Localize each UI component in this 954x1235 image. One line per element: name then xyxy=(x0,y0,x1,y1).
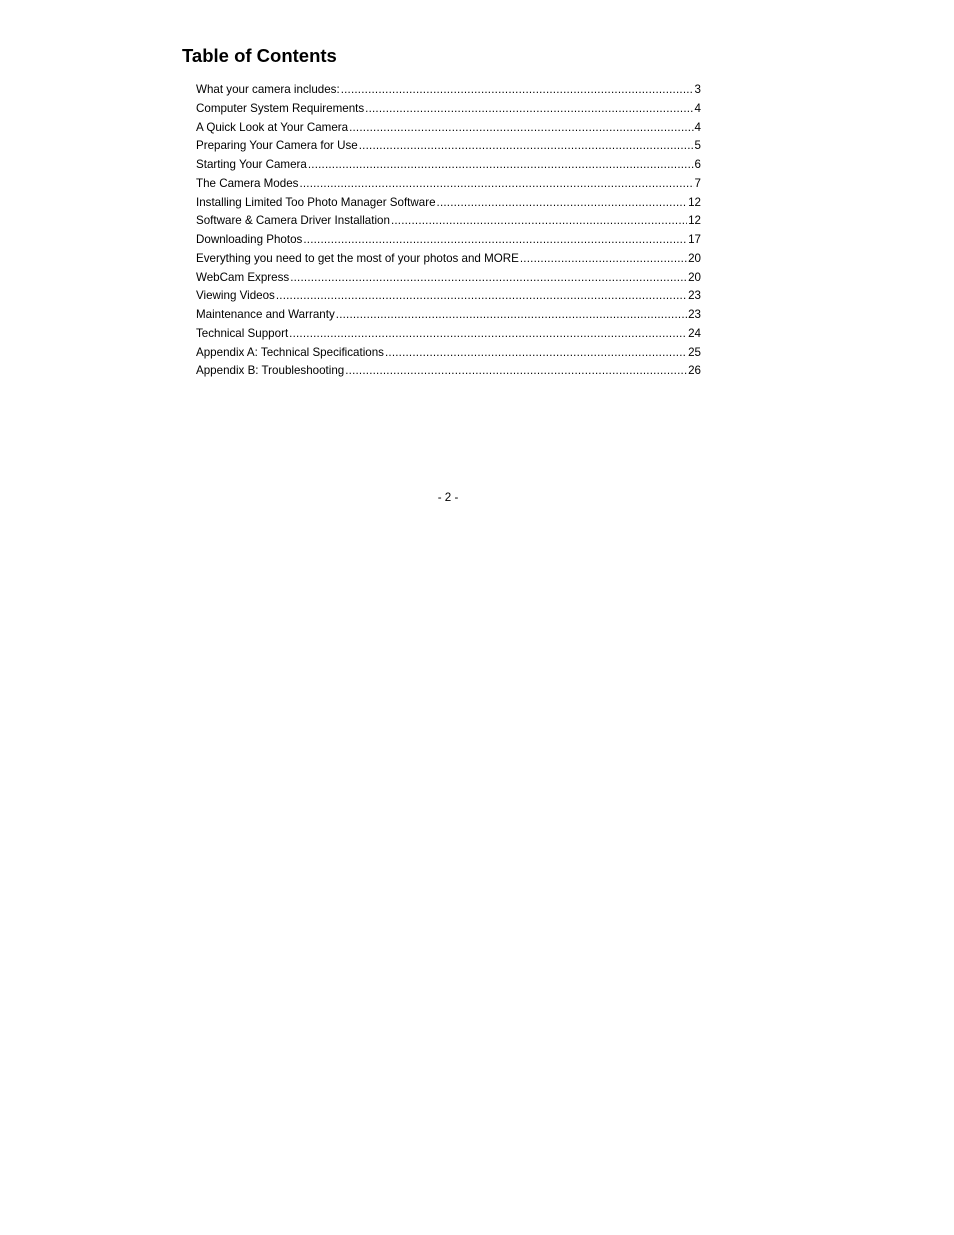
toc-entry[interactable] xyxy=(196,100,701,119)
toc-entry-page: 17 xyxy=(688,233,701,246)
toc-entry[interactable] xyxy=(196,119,701,138)
toc-entry[interactable] xyxy=(196,81,701,100)
toc-entry-page: 25 xyxy=(688,345,701,359)
toc-entry-label: Downloading Photos xyxy=(196,233,303,246)
toc-title: Table of Contents xyxy=(182,45,337,66)
toc-dot-leader xyxy=(308,156,694,175)
toc-entry[interactable] xyxy=(196,362,701,381)
toc-entry[interactable] xyxy=(196,269,701,288)
toc-entry[interactable] xyxy=(196,287,701,306)
toc-entry-label: Starting Your Camera xyxy=(196,158,307,171)
toc-dot-leader xyxy=(345,362,687,381)
toc-entry-page: 4 xyxy=(694,101,701,115)
toc-entry-label: Viewing Videos xyxy=(196,289,275,303)
toc-dot-leader xyxy=(437,194,688,213)
toc-dot-leader xyxy=(391,212,687,231)
toc-entry-page: 24 xyxy=(688,326,701,340)
toc-entry-label: Computer System Requirements xyxy=(196,101,365,115)
toc-entry[interactable] xyxy=(196,231,701,250)
toc-list xyxy=(196,81,701,381)
toc-entry[interactable] xyxy=(196,156,701,175)
toc-entry[interactable] xyxy=(196,194,701,213)
toc-entry[interactable] xyxy=(196,344,701,363)
toc-entry-label: Technical Support xyxy=(196,326,289,340)
toc-entry-label: Maintenance and Warranty xyxy=(196,308,335,321)
toc-entry-page: 20 xyxy=(688,251,701,265)
toc-dot-leader xyxy=(341,81,694,100)
toc-entry-page: 26 xyxy=(688,364,701,378)
toc-entry-label: Software & Camera Driver Installation xyxy=(196,214,390,228)
toc-entry-page: 7 xyxy=(694,176,701,190)
toc-entry[interactable] xyxy=(196,325,701,344)
toc-entry-label: Appendix B: Troubleshooting xyxy=(196,364,345,378)
toc-entry-page: 23 xyxy=(688,308,701,321)
toc-entry[interactable] xyxy=(196,212,701,231)
toc-entry-label: Installing Limited Too Photo Manager Software xyxy=(196,195,436,209)
toc-dot-leader xyxy=(290,269,687,288)
toc-entry-label: A Quick Look at Your Camera xyxy=(196,120,349,134)
toc-entry-page: 20 xyxy=(688,270,701,284)
toc-entry-label: WebCam Express xyxy=(196,270,290,284)
toc-dot-leader xyxy=(359,137,694,156)
toc-entry[interactable] xyxy=(196,250,701,269)
toc-entry-page: 23 xyxy=(688,289,701,303)
toc-entry-label: Preparing Your Camera for Use xyxy=(196,139,358,153)
toc-entry-page: 12 xyxy=(688,195,701,209)
toc-dot-leader xyxy=(385,344,687,363)
toc-entry-label: The Camera Modes xyxy=(196,176,299,190)
toc-dot-leader xyxy=(299,175,693,194)
toc-dot-leader xyxy=(520,250,687,269)
toc-dot-leader xyxy=(303,231,687,250)
toc-entry[interactable] xyxy=(196,175,701,194)
toc-dot-leader xyxy=(349,119,693,138)
toc-entry-label: Everything you need to get the most of your photos and MORE xyxy=(196,251,519,265)
toc-entry[interactable] xyxy=(196,306,701,325)
toc-entry-page: 4 xyxy=(694,120,701,134)
toc-dot-leader xyxy=(276,287,687,306)
toc-entry-page: 12 xyxy=(688,214,701,228)
toc-entry-label: Appendix A: Technical Specifications xyxy=(196,345,384,359)
toc-entry-label: What your camera includes: xyxy=(196,83,340,96)
toc-entry[interactable] xyxy=(196,137,701,156)
toc-entry-page: 3 xyxy=(694,83,701,96)
toc-dot-leader xyxy=(289,325,687,344)
toc-dot-leader xyxy=(365,100,693,119)
page-number: - 2 - xyxy=(437,491,459,504)
toc-dot-leader xyxy=(336,306,687,325)
toc-entry-page: 6 xyxy=(694,158,701,171)
toc-entry-page: 5 xyxy=(694,139,701,153)
